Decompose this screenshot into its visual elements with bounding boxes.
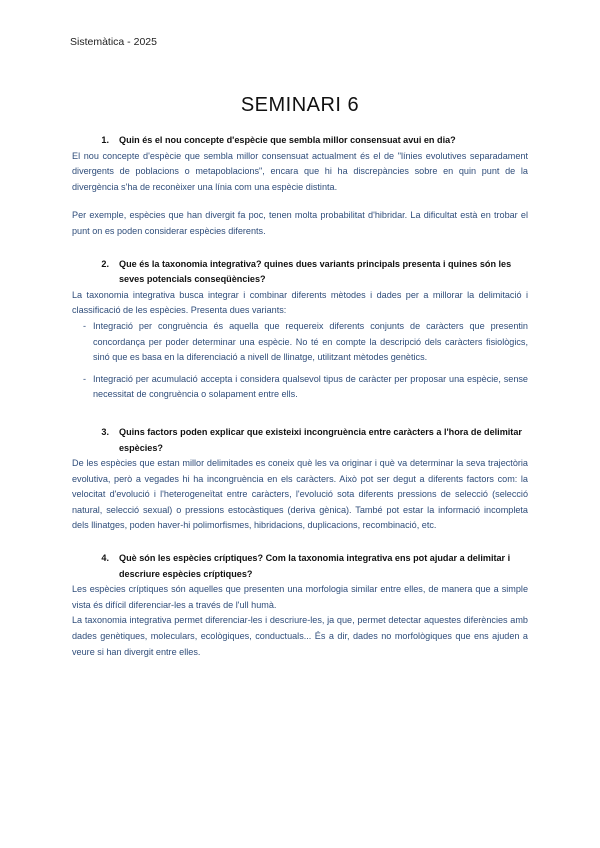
dash-bullet: - [83, 320, 87, 331]
list-item-text: Integració per acumulació accepta i considera qualsevol tipus de caràcter per proposar una espècie, sense necessitat de congruència o solapament entre ells. [93, 373, 528, 400]
question-number: 4. [101, 553, 109, 564]
document-body [72, 133, 528, 660]
answer-paragraph: El nou concepte d'espècie que sembla millor consensuat actualment és el de "línies evolutives separadament divergents de poblacions o metapoblacions", encara que hi ha discrepàncies sobre en quin punt de la divergència s'ha de reconèixer una línia com una espècie distinta. [72, 150, 528, 192]
question-2 [72, 257, 528, 288]
question-1 [72, 133, 528, 149]
question-text: Què són les espècies críptiques? Com la taxonomia integrativa ens pot ajudar a delimitar i descriure espècies críptiques? [119, 553, 511, 579]
list-item-text: Integració per congruència és aquella que requereix diferents conjunts de caràcters que presentin concordança per poder determinar una espècie. No té en compte la descripció dels caràcters fisiològics, sinó que es basa en la diferenciació a nivell de llinatge, utilitzant mètodes genètics. [93, 320, 528, 363]
document-header: Sistemàtica - 2025 [70, 36, 157, 48]
list-item [83, 372, 528, 403]
answer-paragraph: La taxonomia integrativa permet diferenciar-les i descriure-les, ja que, permet detectar aquestes diferències amb dades genètiques, moleculars, ecològiques, conductuals... És a dir, dades no morfològiques que ens ajuden a veure si han divergit entre elles. [72, 615, 528, 657]
question-3 [72, 425, 528, 456]
question-number: 1. [101, 135, 109, 145]
dash-bullet: - [83, 373, 87, 384]
list-item [83, 319, 528, 366]
question-number: 2. [101, 258, 109, 269]
answer-paragraph: Les espècies críptiques són aquelles que presenten una morfologia similar entre elles, de manera que a simple vista és difícil diferenciar-les a través de l'ull humà. [72, 584, 528, 610]
question-number: 3. [101, 426, 109, 437]
question-4 [72, 551, 528, 582]
answer-paragraph: La taxonomia integrativa busca integrar i combinar diferents mètodes i dades per a millorar la delimitació i classificació de les espècies. Presenta dues variants: [72, 289, 528, 316]
answer-paragraph: Per exemple, espècies que han divergit fa poc, tenen molta probabilitat d'hibridar. La dificultat està en trobar el punt on es poden considerar espècies diferents. [72, 210, 528, 236]
page-title: SEMINARI 6 [240, 94, 360, 116]
question-text: Que és la taxonomia integrativa? quines dues variants principals presenta i quines són les seves potencials conseqüències? [119, 258, 512, 285]
question-text: Quin és el nou concepte d'espècie que sembla millor consensuat avui en dia? [119, 135, 456, 145]
question-text: Quins factors poden explicar que existeixi incongruència entre caràcters a l'hora de delimitar espècies? [119, 426, 522, 453]
answer-paragraph: De les espècies que estan millor delimitades es coneix què les va originar i què va determinar la seva trajectòria evolutiva, però a vegades hi ha incongruència en els caràcters. Això pot ser degut a diferents factors com: la velocitat d'evolució i l'heterogeneïtat entre caràcters, l'evolució sota diferents pressions de selecció (selecció natural, selecció sexual) o pressions estocàstiques (deriva gènica). També pot estar la informació incompleta dels llinatges, poden haver-hi polimorfismes, hibridacions, duplicacions, recombinació, etc. [72, 458, 528, 531]
